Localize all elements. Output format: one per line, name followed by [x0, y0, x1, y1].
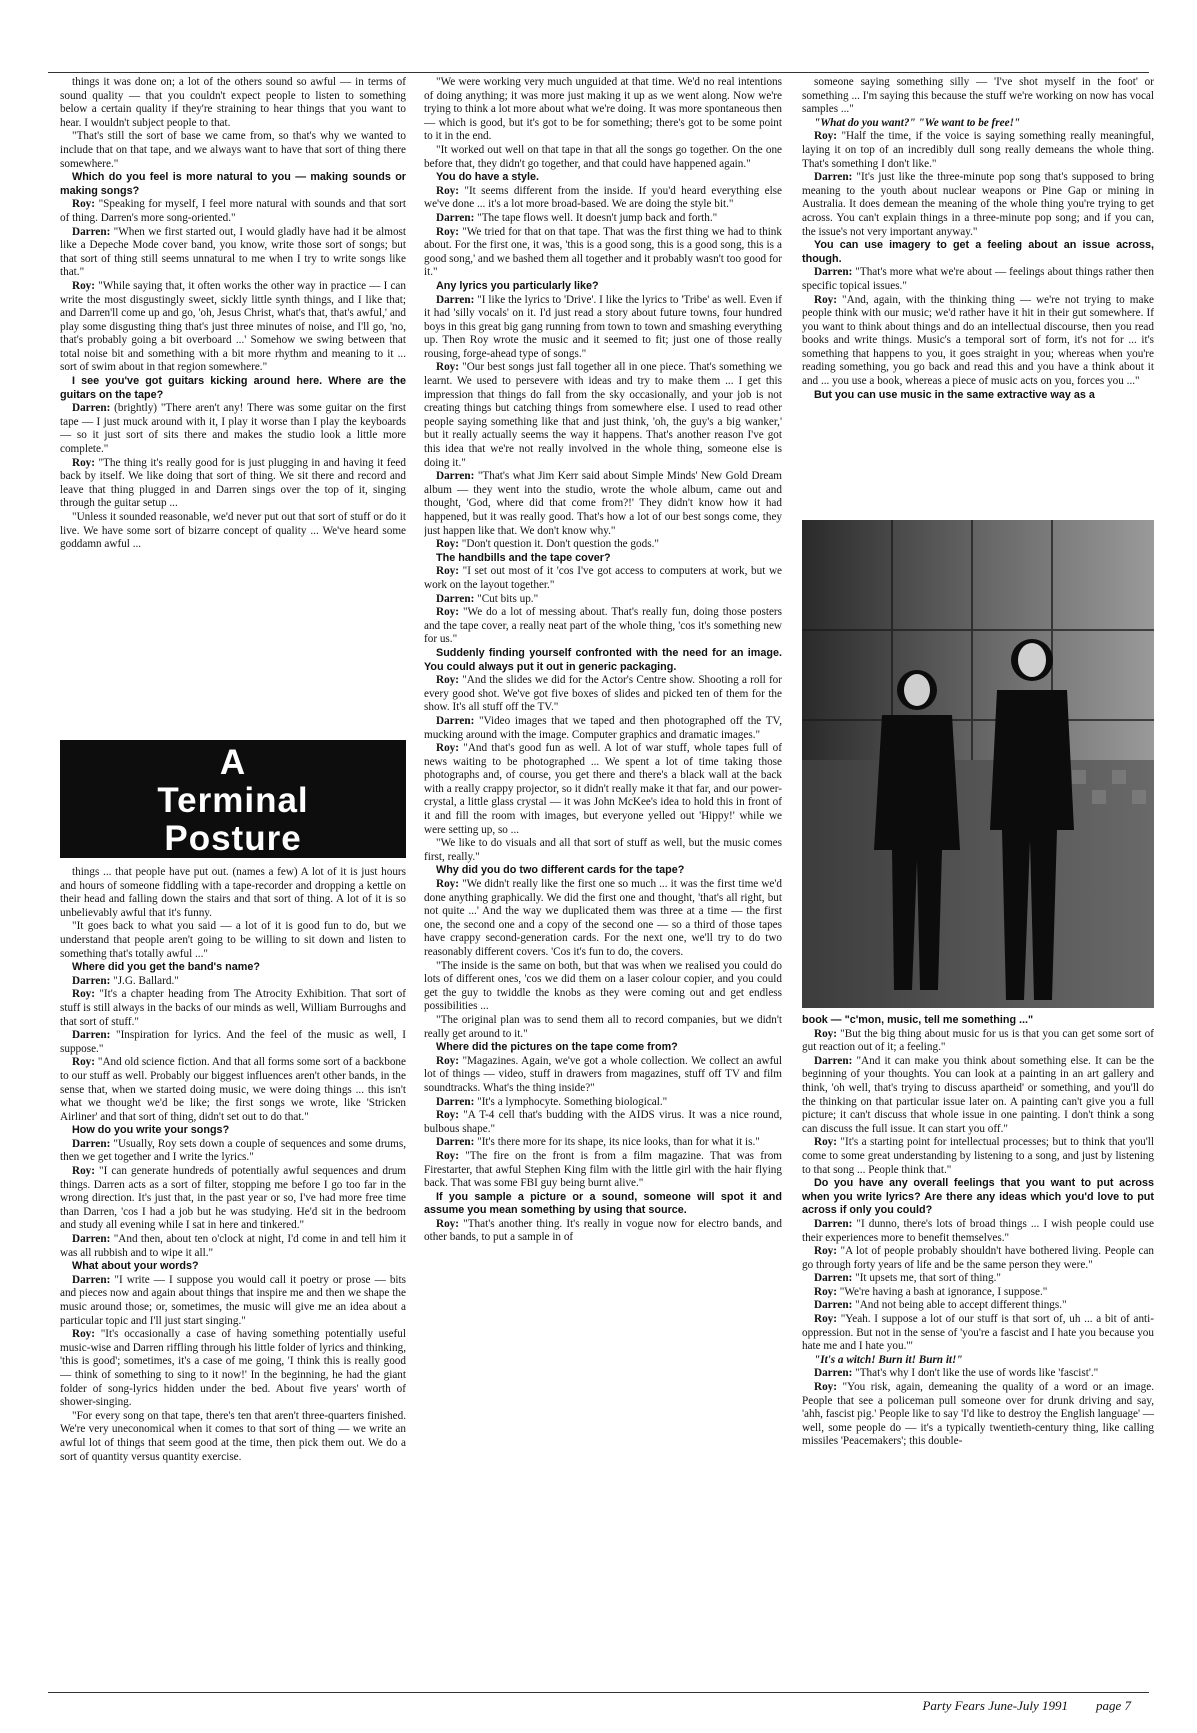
- title-line-2: Terminal: [157, 781, 309, 820]
- speaker-name: Roy:: [814, 1313, 837, 1326]
- answer-text: "Video images that we taped and then photographed off the TV, mucking around with the image. Computer graphics and dramatic images.": [424, 714, 782, 741]
- paragraph: "We like to do visuals and all that sort of stuff as well, but the music comes first, really.": [424, 837, 782, 863]
- speaker-name: Roy:: [814, 1027, 837, 1040]
- speaker-name: Roy:: [436, 1054, 459, 1067]
- speaker-name: Roy:: [72, 988, 95, 1001]
- answer-text: "But the big thing about music for us is that you can get some sort of gut reaction out of it; a feeling.": [802, 1027, 1154, 1054]
- column-3-top: [802, 76, 1154, 514]
- interview-answer: [802, 266, 1154, 293]
- speaker-name: Darren:: [814, 1272, 853, 1285]
- answer-text: "Inspiration for lyrics. And the feel of the music as well, I suppose.": [60, 1029, 406, 1055]
- answer-text: "It's just like the three-minute pop song that's supposed to bring meaning to the youth about nuclear weapons or Pine Gap or mining in Australia. It does demean the meaning of the whole thing you're trying to get across. You can't explain things in a three-minute pop song; and if you can, the issue's not very important anyway.": [802, 171, 1154, 238]
- interview-answer: [424, 1136, 782, 1150]
- answer-text: (brightly) "There aren't any! There was some guitar on the first tape — I just muck around with it, I play it worse than I play the keyboards — so it just sort of sits there and makes the studio look a little more complete.": [60, 402, 406, 456]
- answer-text: "A lot of people probably shouldn't have bothered living. People can go through forty years of life and be the same person they were.": [802, 1245, 1154, 1271]
- interview-question: Do you have any overall feelings that you want to put across when you write lyrics? Are there any ideas which you'd love to put across if only you could?: [802, 1177, 1154, 1217]
- interview-answer: [60, 1165, 406, 1233]
- answer-text: "That's what Jim Kerr said about Simple Minds' New Gold Dream album — they went into the studio, wrote the whole album, came out and thought, 'God, where did that come from?!' They didn't know how it had happened, but it was really good. That's how a lot of our best songs come, they just happen like that. We don't know why.": [424, 470, 782, 537]
- interview-answer: [424, 361, 782, 470]
- answer-text: "I dunno, there's lots of broad things ... I wish people could use their experiences more to benefit themselves.": [802, 1217, 1154, 1244]
- speaker-name: Darren:: [814, 1217, 853, 1230]
- interview-answer: [424, 1150, 782, 1191]
- answer-text: "And it can make you think about something else. It can be the beginning of your thoughts. You can look at a painting in an art gallery and think, 'oh well, that's trying to discuss apartheid' or something, and you'll do the thinking on that particular issue later on. A painting can't give you a full picture; it can't discuss that whole issue in one painting. I don't think a song can discuss the full issue. It can start you off.": [802, 1054, 1154, 1135]
- top-rule: [48, 72, 1149, 73]
- speaker-name: Roy:: [436, 878, 459, 891]
- interview-answer: [60, 988, 406, 1029]
- interview-answer: [802, 1299, 1154, 1313]
- interview-answer: [424, 538, 782, 552]
- answer-text: "When we first started out, I would gladly have had it be almost like a Depeche Mode cover band, you know, write those sort of songs; but that sort of thing still seems unnatural to me when I try to write songs like that.": [60, 225, 406, 279]
- answer-text: "A T-4 cell that's budding with the AIDS virus. It was a nice round, bulbous shape.": [424, 1109, 782, 1135]
- column-1-bottom: [60, 866, 406, 1686]
- speaker-name: Roy:: [814, 130, 837, 143]
- interview-question: Why did you do two different cards for the tape?: [436, 864, 685, 877]
- answer-text: "It's occasionally a case of having something potentially useful music-wise and Darren riffling through his little folder of lyrics and thinking, 'this is good'; sometimes, it's a case of me going, 'I think this is really good — think of something to sing to it now!' In the beginning, he had the giant folder of song-lyrics hidden under the bed. About five years' worth of shower-singing.: [60, 1328, 406, 1409]
- interview-answer: [60, 1328, 406, 1410]
- column-1-top: [60, 76, 406, 732]
- answer-text: "That's another thing. It's really in vogue now for electro bands, and other bands, to put a sample in of: [424, 1217, 782, 1244]
- interview-answer: [60, 1233, 406, 1260]
- article-title: [60, 740, 406, 858]
- interview-answer: [60, 402, 406, 456]
- answer-text: "We're having a bash at ignorance, I suppose.": [837, 1285, 1048, 1298]
- interview-answer: [424, 742, 782, 837]
- interview-answer: [802, 1313, 1154, 1354]
- interview-question: You can use imagery to get a feeling about an issue across, though.: [802, 239, 1154, 265]
- interview-answer: [60, 198, 406, 225]
- speaker-name: Darren:: [436, 714, 475, 727]
- interview-answer: [424, 212, 782, 226]
- interview-answer: [802, 1367, 1154, 1381]
- interview-answer: [424, 226, 782, 280]
- interview-answer: [60, 280, 406, 375]
- answer-text: "That's why I don't like the use of words like 'fascist'.": [852, 1367, 1099, 1380]
- paragraph: things ... that people have put out. (names a few) A lot of it is just hours and hours of someone fiddling with a tape-recorder and dropping a kettle on their head and falling down the stairs and that sort of thing. A lot of it is so unbelievably awful that it's funny.: [60, 866, 406, 919]
- answer-text: "We do a lot of messing about. That's really fun, doing those posters and the tape cover, a really neat part of the whole thing, 'cos it's something new for us.": [424, 606, 782, 646]
- speaker-name: Darren:: [72, 1233, 111, 1246]
- column-2: [424, 76, 782, 1688]
- answer-text: "Our best songs just fall together all in one piece. That's something we learnt. We used to persevere with ideas and try to make them ... I get this impression that things do fall from the sky occasionally, and your job is not creating things but catching things from somewhere else. I used to read other people saying something like that and just think, 'oh, the guy's a big wanker,' but it really actually seems the way it happens. That's another reason I've got this idea that we're not really involved in the whole thing, someone else is doing it.": [424, 361, 782, 469]
- interview-question: book — "c'mon, music, tell me something ...": [802, 1014, 1034, 1026]
- answer-text: "It seems different from the inside. If you'd heard everything else we've done ... it's a lot more broad-based. We are doing the style bit.": [424, 184, 782, 211]
- interview-answer: [60, 1138, 406, 1165]
- speaker-name: Roy:: [436, 674, 459, 687]
- speaker-name: Darren:: [814, 266, 853, 279]
- interview-answer: [424, 565, 782, 592]
- answer-text: "The thing it's really good for is just plugging in and having it feed back by itself. We like doing that sort of thing. We sit there and record and leave that thing plugged in and Darren sings over the top of it, singing through the guitar setup ...: [60, 456, 406, 510]
- paragraph: "That's still the sort of base we came from, so that's why we wanted to include that on that tape, and we always want to have that sort of thing there somewhere.": [60, 130, 406, 170]
- speaker-name: Darren:: [436, 1095, 475, 1108]
- interview-answer: [424, 294, 782, 362]
- answer-text: "It's a chapter heading from The Atrocity Exhibition. That sort of stuff is still always in the backs of our minds as well, William Burroughs and that sort of stuff.": [60, 988, 406, 1028]
- answer-text: "I write — I suppose you would call it poetry or prose — bits and pieces now and again about things that inspire me and then we shape the music around those; or, sometimes, the music will give me an idea about a particular topic and I'll just start singing.": [60, 1273, 406, 1327]
- interview-question: The handbills and the tape cover?: [436, 551, 611, 564]
- answer-text: "The fire on the front is from a film magazine. That was from Firestarter, that awful Stephen King film with the little girl with the hair flying back. That was some FBI guy being burnt alive.": [424, 1149, 782, 1190]
- answer-text: "Magazines. Again, we've got a whole collection. We collect an awful lot of things — video, stuff in drawers from magazines, stuff off TV and film soundtracks. What's the thing inside?": [424, 1054, 782, 1094]
- interview-answer: [424, 715, 782, 742]
- speaker-name: Darren:: [814, 1367, 853, 1380]
- interview-question: Which do you feel is more natural to you — making sounds or making songs?: [60, 171, 406, 197]
- speaker-name: Roy:: [72, 279, 95, 292]
- interview-answer: [802, 1272, 1154, 1286]
- interview-question: Suddenly finding yourself confronted with the need for an image. You could always put it out in generic packaging.: [424, 646, 782, 673]
- footer: [922, 1698, 1131, 1714]
- speaker-name: Darren:: [72, 225, 111, 238]
- paragraph: things it was done on; a lot of the others sound so awful — in terms of sound quality — that you couldn't expect people to listen to something below a certain quality if they're straining to hear things that you want to hear. I wouldn't subject people to that.: [60, 76, 406, 129]
- interview-question: You do have a style.: [436, 171, 540, 184]
- speaker-name: Roy:: [436, 225, 459, 238]
- interview-answer: [424, 606, 782, 647]
- speaker-name: Darren:: [436, 592, 475, 605]
- paragraph: "For every song on that tape, there's ten that aren't three-quarters finished. We're very uneconomical when it comes to that sort of thing — we write an awful lot of things that seem good at the time, then pick them out. We do a sort of quantity versus quantity exercise.: [60, 1409, 406, 1463]
- speaker-name: Roy:: [814, 1245, 837, 1258]
- interview-question: If you sample a picture or a sound, someone will spot it and assume you mean something by using that source.: [424, 1190, 782, 1217]
- speaker-name: Roy:: [72, 1328, 95, 1341]
- interview-answer: [802, 1218, 1154, 1245]
- answer-text: "J.G. Ballard.": [110, 974, 179, 987]
- interview-question: But you can use music in the same extractive way as a: [814, 388, 1095, 401]
- speaker-name: Roy:: [72, 1165, 95, 1178]
- interview-answer: [60, 1274, 406, 1328]
- interview-answer: [60, 1056, 406, 1124]
- band-photo: [802, 520, 1154, 1008]
- answer-text: "We tried for that on that tape. That was the first thing we had to think about. For the first one, it was, 'this is a good song, this is a good song, this is a good song,' and we bashed them all together and it probably wasn't too good for it.": [424, 225, 782, 279]
- speaker-name: Darren:: [814, 1299, 853, 1312]
- speaker-name: Roy:: [436, 538, 459, 551]
- answer-text: "And the slides we did for the Actor's Centre show. Shooting a roll for every good shot. We've got five boxes of slides and picked ten of them for the show. It's all stuff off the TV.": [424, 674, 782, 714]
- column-3-bottom: [802, 1014, 1154, 1686]
- speaker-name: Roy:: [436, 184, 459, 197]
- answer-text: "It's there more for its shape, its nice looks, than for what it is.": [474, 1136, 760, 1149]
- answer-text: "Yeah. I suppose a lot of our stuff is that sort of, uh ... a bit of anti-oppression. But not in the sense of 'you're a fascist and I hate you because you hate me and I hate you.'": [802, 1313, 1154, 1353]
- interview-answer: [60, 975, 406, 989]
- interview-answer: [424, 1109, 782, 1136]
- speaker-name: Darren:: [436, 1136, 475, 1149]
- interview-answer: [802, 1245, 1154, 1272]
- speaker-name: Roy:: [814, 1285, 837, 1298]
- answer-text: "Don't question it. Don't question the gods.": [459, 538, 659, 551]
- answer-text: "It's a lymphocyte. Something biological.": [474, 1095, 668, 1108]
- speaker-name: Roy:: [814, 293, 837, 306]
- interview-answer: [802, 1286, 1154, 1300]
- answer-text: "And then, about ten o'clock at night, I'd come in and tell him it was all rubbish and to wipe it all.": [60, 1233, 406, 1259]
- speaker-name: Darren:: [72, 1273, 111, 1286]
- answer-text: "While saying that, it often works the other way in practice — I can write the most disgustingly sweet, sickly little synth things, and I like that; and Darren'll come up and go, 'oh, Jesus Christ, what's that, that's awful,' and play some disgusting thing that's just three minutes of noise, and I'll go, 'no, that's probably going a bit overboard ...' Somehow we swing between that total noise bit and something with a bit more rhythm and meaning to it ... sort of swim about in that region somewhere.": [60, 279, 406, 374]
- answer-text: "It's a starting point for intellectual processes; but to think that you'll come to some great understanding by listening to a song, and just by listening to that song ... People think that.": [802, 1136, 1154, 1176]
- answer-text: "Usually, Roy sets down a couple of sequences and some drums, then we get together and I write the lyrics.": [60, 1137, 406, 1164]
- speaker-name: Darren:: [436, 293, 475, 306]
- interview-answer: [424, 185, 782, 212]
- answer-text: "I can generate hundreds of potentially awful sequences and drum things. Darren acts as a sort of filter, stopping me before I go too far in the wrong direction. It's just that, in the past year or so, I've had more free time than Darren, 'cos I had a job but he was studying. He'd sit in the bedroom and study all evening while I sat in here and tinkered.": [60, 1165, 406, 1232]
- speaker-name: Roy:: [814, 1381, 837, 1394]
- answer-text: "I set out most of it 'cos I've got access to computers at work, but we work on the layout together.": [424, 565, 782, 591]
- interview-answer: [802, 1055, 1154, 1137]
- speaker-name: Darren:: [436, 470, 475, 483]
- interview-answer: [424, 593, 782, 607]
- speaker-name: Roy:: [72, 456, 95, 469]
- interview-answer: [424, 1096, 782, 1110]
- paragraph: someone saying something silly — 'I've shot myself in the foot' or something ... I'm saying this because the stuff we're working on now has vocal samples ...": [802, 76, 1154, 116]
- interview-answer: [424, 674, 782, 715]
- title-line-1: A: [219, 743, 247, 782]
- answer-text: "Half the time, if the voice is saying something really meaningful, laying it on top of an incredibly dull song really demeans the whole thing. That's something I don't like.": [802, 130, 1154, 170]
- interview-question: How do you write your songs?: [72, 1124, 230, 1137]
- speaker-name: Roy:: [436, 361, 459, 374]
- paragraph: "The original plan was to send them all to record companies, but we didn't really get around to it.": [424, 1013, 782, 1040]
- interview-answer: [60, 457, 406, 511]
- paragraph: "We were working very much unguided at that time. We'd no real intentions of doing anything; it was more just making it up as we went along. Now we're trying to think a lot more about what we're doing. It was more spontaneous then — which is good, but it's got to be for something; there's got to be some point to it in the end.: [424, 76, 782, 143]
- interview-answer: [802, 294, 1154, 389]
- interview-answer: [424, 878, 782, 960]
- speaker-name: Roy:: [72, 1056, 95, 1069]
- interview-answer: [424, 470, 782, 538]
- speaker-name: Darren:: [814, 1054, 853, 1067]
- speaker-name: Roy:: [814, 1136, 837, 1149]
- speaker-name: Darren:: [814, 171, 853, 184]
- speaker-name: Darren:: [72, 1137, 111, 1150]
- answer-text: "Speaking for myself, I feel more natural with sounds and that sort of thing. Darren's more song-oriented.": [60, 198, 406, 224]
- speaker-name: Darren:: [72, 1029, 111, 1042]
- paragraph: "The inside is the same on both, but that was when we realised you could do lots of different ones, 'cos we did them on a laser colour copier, and you could get the guy to twiddle the knobs as they were coming out and get endless possibilities ...: [424, 959, 782, 1013]
- answer-text: "We didn't really like the first one so much ... it was the first time we'd done anything graphically. We did the first one and thought, 'that's all right, but not quite ...' And the way we duplicated them was three at a time — the first one, the second one and a copy of the second one — so a third of those tapes have crappy second-generation cards. For the next one, we'll try to do two reasonably different covers. 'Cos it's fun to do, the covers.: [424, 878, 782, 958]
- interview-question: Where did the pictures on the tape come from?: [436, 1041, 678, 1054]
- speaker-name: Roy:: [436, 565, 459, 578]
- speaker-name: Roy:: [436, 1149, 459, 1162]
- paragraph: "Unless it sounded reasonable, we'd never put out that sort of stuff or do it live. We have some sort of bizarre concept of quality ... We've heard some goddamn awful ...: [60, 511, 406, 551]
- speaker-name: Darren:: [72, 974, 111, 987]
- speaker-name: Darren:: [72, 402, 111, 415]
- interview-question: Any lyrics you particularly like?: [436, 279, 599, 292]
- speaker-name: Darren:: [436, 211, 475, 224]
- answer-text: "And, again, with the thinking thing — we're not trying to make people think with our music; we'd rather have it hit in their gut somewhere. If you want to think about things and do an intellectual discourse, then you read books and write things. Music's a temporal sort of form, it's not for ... it's something that happens to you, it goes straight in you; whereas when you're reading something, you go back and read this and you have a think about it and ... you use a book, whereas a piece of music acts on you, forces you ...": [802, 293, 1154, 388]
- interview-answer: [424, 1055, 782, 1096]
- answer-text: "You risk, again, demeaning the quality of a word or an image. People that see a policeman pull someone over for drunk driving and say, 'ahh, fascist pig.' People like to say 'I'd like to destroy the English language' — well, some people do — it's a typically twentieth-century thing, like calling missiles 'Peacemakers'; this double-: [802, 1381, 1154, 1448]
- page-number: page 7: [1095, 1698, 1131, 1713]
- interview-question: What about your words?: [72, 1260, 199, 1273]
- interview-answer: [424, 1218, 782, 1245]
- answer-text: "I like the lyrics to 'Drive'. I like the lyrics to 'Tribe' as well. Even if it had 'silly vocals' on it. I'd just read a story about future towns, four hundred boys in this great big gang running from town to town and smashing everything up. Then Roy wrote the music and it seemed to fit; just one of those really rousing, forge-ahead type of songs.": [424, 293, 782, 360]
- title-line-3: Posture: [164, 819, 302, 858]
- interview-answer: [60, 226, 406, 280]
- answer-text: "It upsets me, that sort of thing.": [852, 1272, 1001, 1285]
- interview-answer: [802, 1136, 1154, 1177]
- inline-quote: "What do you want?" "We want to be free!": [814, 116, 1021, 129]
- inline-quote: "It's a witch! Burn it! Burn it!": [814, 1353, 963, 1366]
- speaker-name: Roy:: [436, 1109, 459, 1122]
- speaker-name: Roy:: [436, 606, 459, 619]
- publication-name: Party Fears June-July 1991: [922, 1698, 1068, 1713]
- answer-text: "That's more what we're about — feelings about things rather then specific topical issues.": [802, 266, 1154, 292]
- interview-answer: [802, 1028, 1154, 1055]
- paragraph: "It worked out well on that tape in that all the songs go together. On the one before that, they didn't go together, and that could have happened again.": [424, 143, 782, 170]
- speaker-name: Roy:: [72, 198, 95, 211]
- speaker-name: Roy:: [436, 742, 459, 755]
- answer-text: "The tape flows well. It doesn't jump back and forth.": [474, 211, 718, 224]
- speaker-name: Roy:: [436, 1217, 459, 1230]
- answer-text: "And that's good fun as well. A lot of war stuff, whole tapes full of news waiting to be photographed ... We spent a lot of time taking those photographs and, of course, you get there and there's a black wall at the back with a really crappy projector, so it didn't really make it that far, and our power-crystal, a little glass crystal — it was John McKee's idea to hold this in front of it and fill the room with images, but everyone yelled out 'Hippy!' while we were setting up, so ...: [424, 742, 782, 836]
- interview-answer: [60, 1029, 406, 1056]
- interview-answer: [802, 1381, 1154, 1449]
- footer-rule: [48, 1692, 1149, 1693]
- interview-question: I see you've got guitars kicking around here. Where are the guitars on the tape?: [60, 375, 406, 401]
- interview-answer: [802, 171, 1154, 239]
- answer-text: "And not being able to accept different things.": [852, 1299, 1067, 1312]
- answer-text: "And old science fiction. And that all forms some sort of a backbone to our stuff as well. Probably our biggest influences aren't other bands, in the sense that, when we started doing music, we were doing things ... this isn't what we thought we'd be like; the first songs we wrote, like 'Stricken Airliner' and that sort of thing, didn't set out to do that.": [60, 1056, 406, 1123]
- paragraph: "It goes back to what you said — a lot of it is good fun to do, but we understand that people aren't going to be willing to sit down and listen to something that's totally awful ...": [60, 920, 406, 960]
- interview-question: Where did you get the band's name?: [72, 961, 260, 974]
- band-photo-image: [802, 520, 1154, 1008]
- interview-answer: [802, 130, 1154, 171]
- answer-text: "Cut bits up.": [474, 592, 539, 605]
